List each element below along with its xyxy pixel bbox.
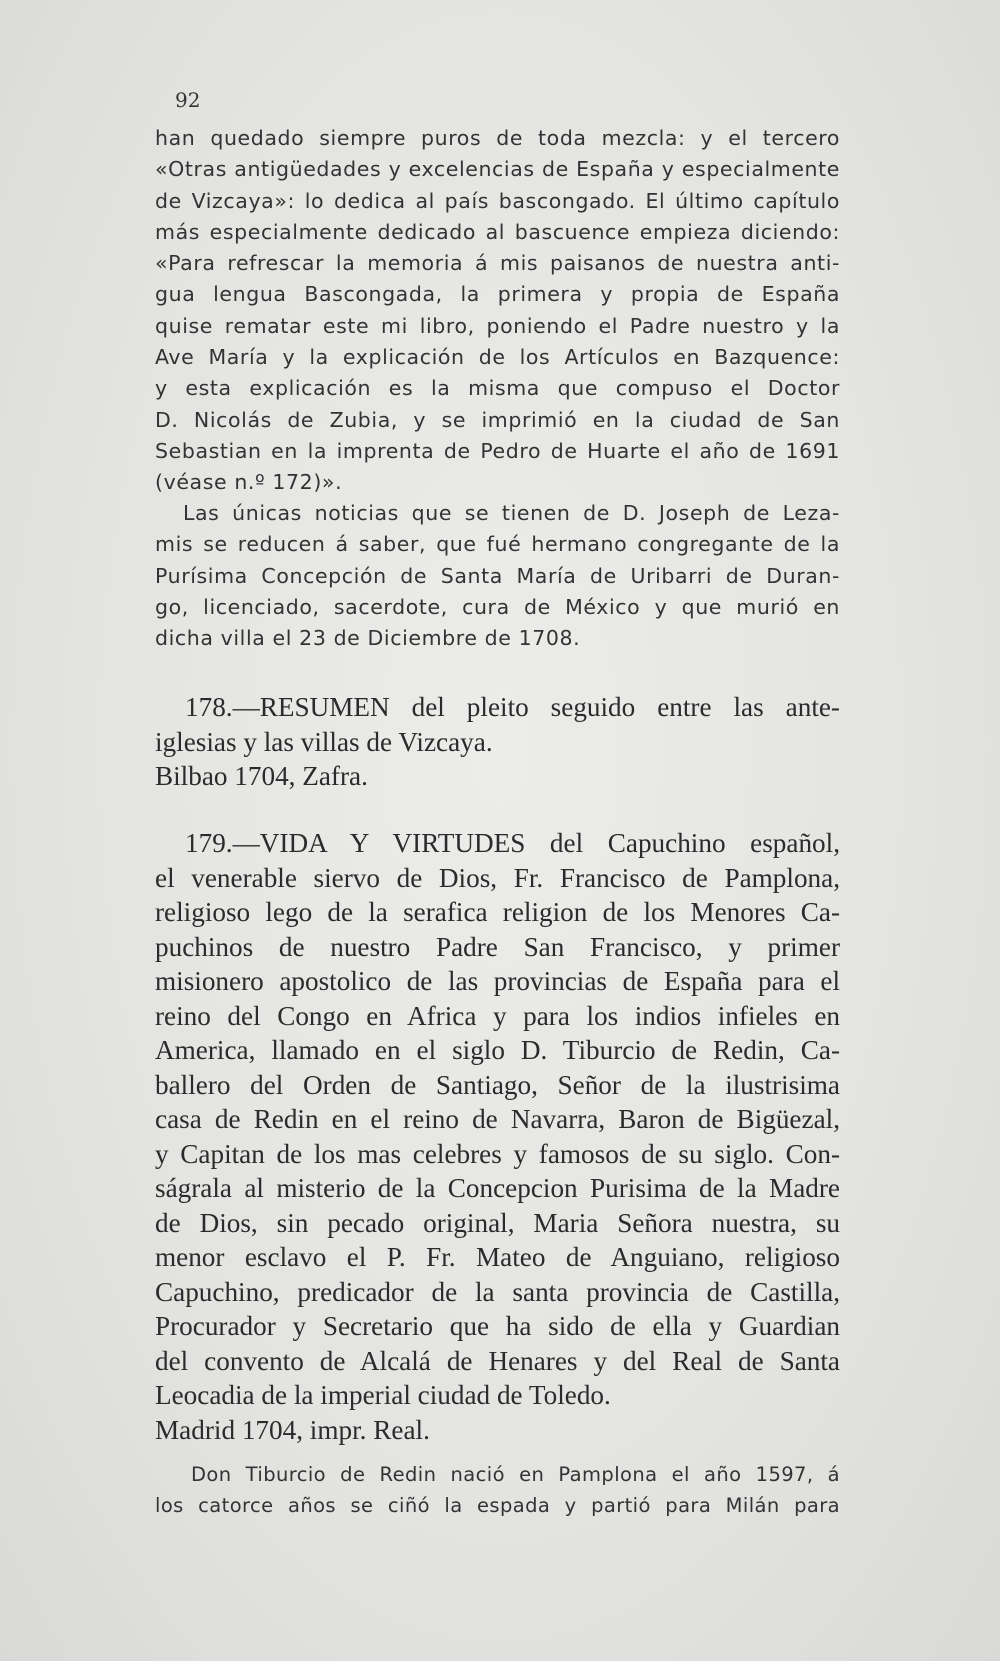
text-line: Leocadia de la imperial ciudad de Toledo. — [155, 1380, 611, 1410]
text-line: del convento de Alcalá de Henares y del Real de Santa — [155, 1345, 840, 1376]
paragraph-previous-entry — [155, 123, 840, 499]
text-line: los catorce años se ciñó la espada y partió para Milán para — [155, 1494, 840, 1517]
text-line: gua lengua Bascongada, la primera y propia de España — [155, 282, 840, 307]
text-line: religioso lego de la serafica religion de los Menores Ca- — [155, 897, 840, 927]
text-line: de Dios, sin pecado original, Maria Señora nuestra, su — [155, 1207, 840, 1238]
text-line: mis se reducen á saber, que fué hermano congregante de la — [155, 532, 840, 557]
text-line: más especialmente dedicado al bascuence empieza diciendo: — [155, 219, 840, 244]
imprint-line: Madrid 1704, impr. Real. — [155, 1414, 430, 1445]
text-line: misionero apostolico de las provincias de España para el — [155, 966, 840, 996]
text-line: «Para refrescar la memoria á mis paisanos de nuestra anti- — [155, 251, 840, 276]
text-line: Ave María y la explicación de los Artículos en Bazquence: — [155, 345, 840, 370]
text-line: puchinos de nuestro Padre San Francisco, y primer — [155, 931, 840, 962]
text-line: de Vizcaya»: lo dedica al país bascongado. El último capítulo — [155, 188, 840, 213]
text-line: Las únicas noticias que se tienen de D. Joseph de Leza- — [183, 501, 840, 525]
imprint-line: Bilbao 1704, Zafra. — [155, 761, 368, 791]
entry-title-text: —VIDA Y VIRTUDES del Capuchino español, — [232, 828, 840, 858]
text-line: dicha villa el 23 de Diciembre de 1708. — [155, 626, 581, 651]
text-line: (véase n.º 172)». — [155, 470, 343, 495]
text-line: «Otras antigüedades y excelencias de España y especialmente — [155, 157, 840, 182]
page-number: 92 — [175, 88, 201, 112]
entry-title-line — [155, 690, 840, 725]
text-line: quise rematar este mi libro, poniendo el Padre nuestro y la — [155, 313, 840, 338]
entry-title-text: —RESUMEN del pleito seguido entre las ante- — [232, 692, 840, 722]
text-line: ballero del Orden de Santiago, Señor de la ilustrisima — [155, 1069, 840, 1100]
text-line: iglesias y las villas de Vizcaya. — [155, 726, 493, 757]
text-line: Procurador y Secretario que ha sido de ella y Guardian — [155, 1311, 840, 1341]
paragraph-lezamis-note — [155, 498, 840, 654]
text-line: D. Nicolás de Zubia, y se imprimió en la ciudad de San — [155, 407, 840, 432]
text-line: reino del Congo en Africa y para los indios infieles en — [155, 1000, 840, 1031]
text-line: go, licenciado, sacerdote, cura de México y que murió en — [155, 594, 840, 619]
text-line: Sebastian en la imprenta de Pedro de Huarte el año de 1691 — [155, 438, 840, 463]
entry-title-line — [155, 826, 840, 861]
entry-number: 178. — [185, 692, 233, 722]
text-line: el venerable siervo de Dios, Fr. Francisco de Pamplona, — [155, 862, 840, 893]
text-line: Capuchino, predicador de la santa provincia de Castilla, — [155, 1276, 840, 1307]
text-line: America, llamado en el siglo D. Tiburcio de Redin, Ca- — [155, 1035, 840, 1065]
text-line: Don Tiburcio de Redin nació en Pamplona el año 1597, á — [191, 1463, 840, 1486]
text-line: han quedado siempre puros de toda mezcla: y el tercero — [155, 126, 840, 150]
entry-178 — [155, 690, 840, 794]
entry-179 — [155, 826, 840, 1447]
text-line: ságrala al misterio de la Concepcion Purisima de la Madre — [155, 1173, 840, 1203]
entry-number: 179. — [185, 828, 233, 858]
text-line: y Capitan de los mas celebres y famosos de su siglo. Con- — [155, 1138, 840, 1169]
text-line: Purísima Concepción de Santa María de Uribarri de Duran- — [155, 563, 840, 588]
text-line: y esta explicación es la misma que compuso el Doctor — [155, 376, 840, 401]
text-line: casa de Redin en el reino de Navarra, Baron de Bigüezal, — [155, 1104, 840, 1134]
text-line: menor esclavo el P. Fr. Mateo de Anguiano, religioso — [155, 1242, 840, 1272]
note-179 — [155, 1459, 840, 1521]
